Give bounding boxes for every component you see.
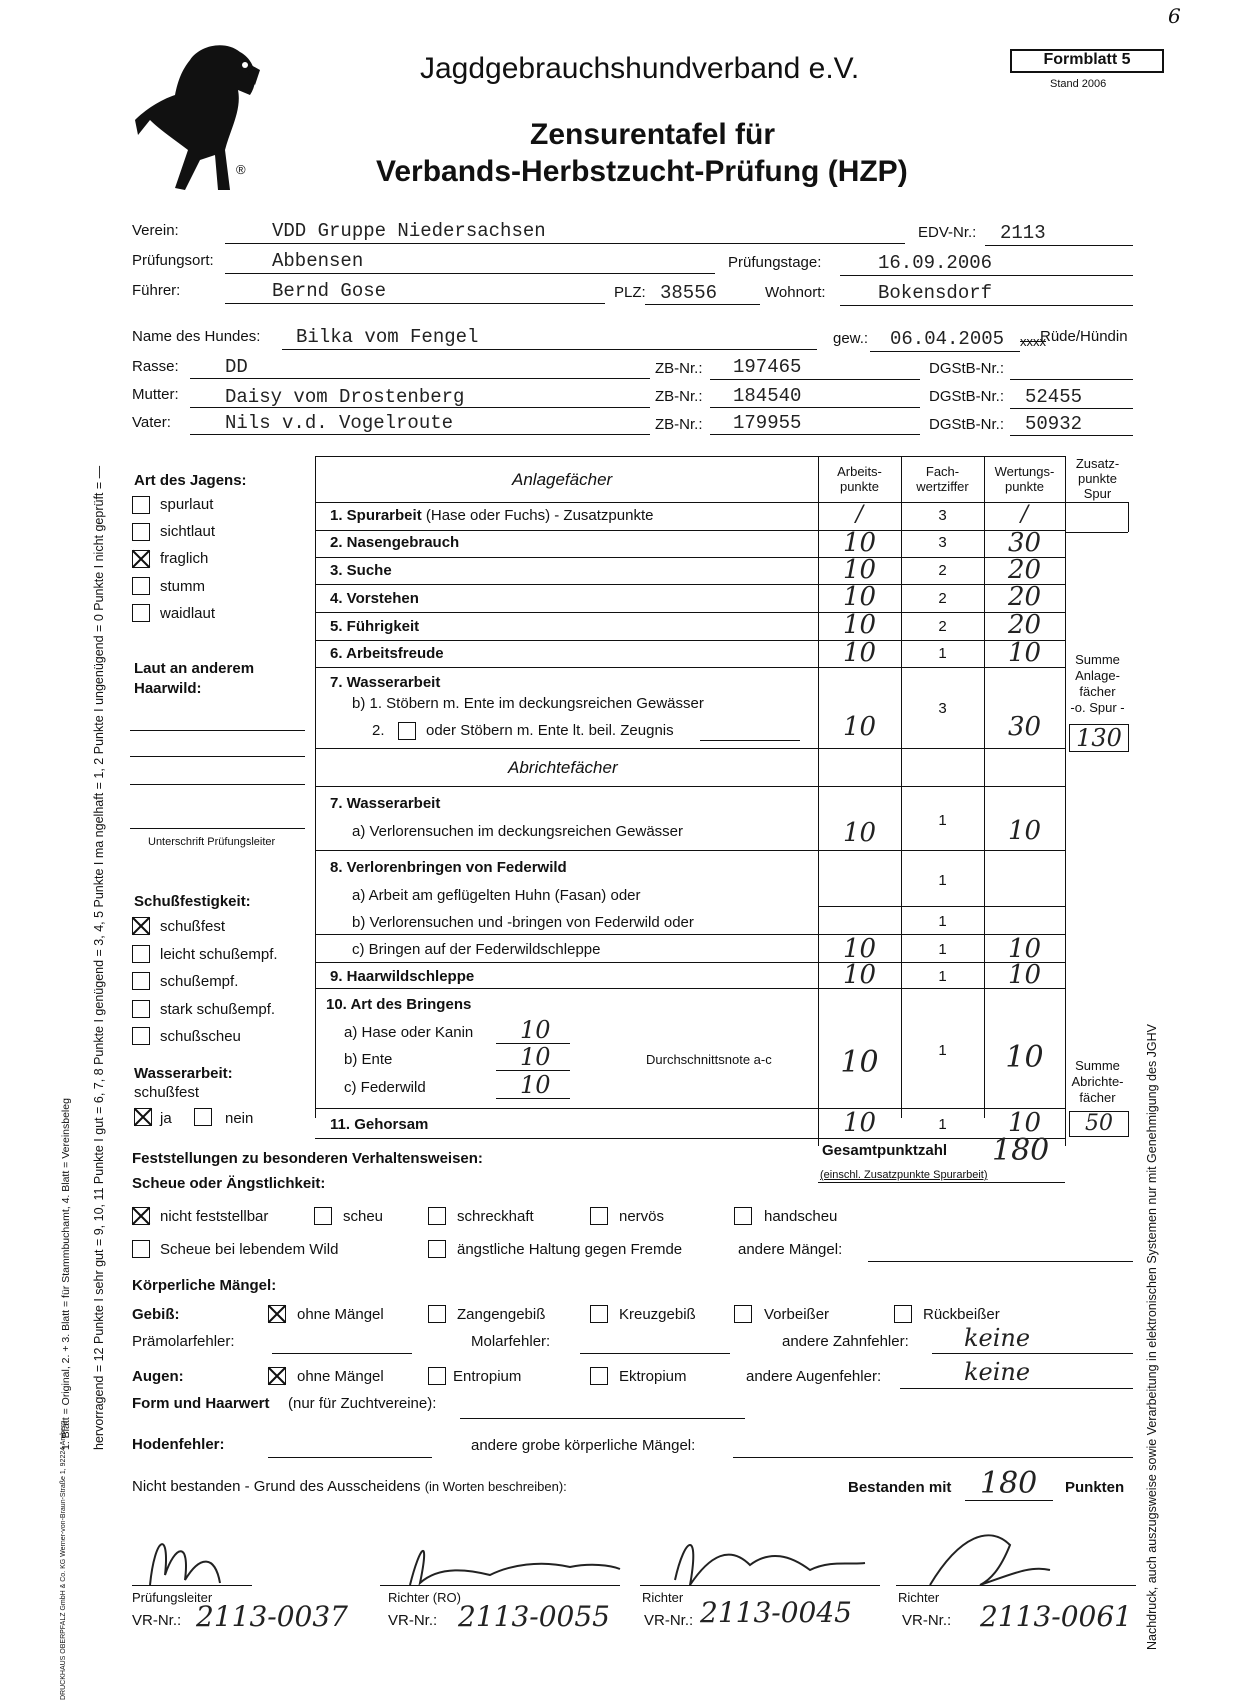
augen-ohne-checkbox[interactable]	[268, 1367, 286, 1385]
laut-title-1: Laut an anderem	[134, 660, 255, 677]
scheu-label: scheu	[343, 1208, 384, 1225]
punkten-label: Punkten	[1065, 1479, 1125, 1496]
schuss-title: Schußfestigkeit:	[134, 893, 251, 910]
row-art-des-bringens: 10. Art des Bringens	[326, 996, 472, 1013]
wasser-b2-checkbox[interactable]	[398, 722, 416, 740]
fw-a8-b: 1	[938, 913, 947, 930]
side-copyright: Nachdruck, auch auszugsweise sowie Verarbeitung in elektronischen Systemen nur mit Genehmigung des JGHV	[1145, 1023, 1159, 1650]
row-suche: 3. Suche	[330, 562, 392, 579]
ap-a9: 10	[842, 960, 877, 990]
wp-a11: 10	[1007, 1108, 1042, 1138]
zangen-checkbox[interactable]	[428, 1305, 446, 1323]
wasser-nein-label: nein	[225, 1110, 254, 1127]
schuss-checkbox-empf[interactable]	[132, 972, 150, 990]
row-arbeitsfreude: 6. Arbeitsfreude	[330, 645, 444, 662]
wp-spurarbeit: /	[1020, 502, 1029, 527]
sig-vr-3: 2113-0045	[700, 1596, 852, 1629]
wasser-ja-label: ja	[160, 1110, 172, 1127]
jagen-option-stumm: stumm	[160, 578, 205, 595]
wild-label: Scheue bei lebendem Wild	[160, 1241, 339, 1258]
zb-value-vater: 179955	[733, 412, 802, 434]
wohnort-value: Bokensdorf	[878, 282, 993, 304]
scheu-checkbox[interactable]	[314, 1207, 332, 1225]
gesamt-label: Gesamtpunktzahl	[822, 1142, 948, 1159]
row-haarwildschleppe: 9. Haarwildschleppe	[330, 968, 475, 985]
form-label: Form und Haarwert	[132, 1395, 270, 1412]
wasser-b1: b) 1. Stöbern m. Ente im deckungsreichen Gewässer	[352, 695, 704, 712]
wasser-sub: schußfest	[134, 1084, 200, 1101]
nicht-bestanden-label: Nicht bestanden - Grund des Ausscheidens (in Worten beschreiben):	[132, 1478, 567, 1495]
plz-label: PLZ:	[614, 284, 646, 301]
row-vorstehen: 4. Vorstehen	[330, 590, 419, 607]
nicht-feststellbar-checkbox[interactable]	[132, 1207, 150, 1225]
koerper-title: Körperliche Mängel:	[132, 1277, 277, 1294]
hund-label: Name des Hundes:	[132, 328, 261, 345]
grobe-label: andere grobe körperliche Mängel:	[471, 1437, 696, 1454]
wp-a10: 10	[1005, 1040, 1044, 1075]
page-number: 6	[1168, 4, 1181, 28]
ap-suche: 10	[842, 555, 877, 585]
rude-label: Rüde/Hündin	[1040, 328, 1128, 345]
gebiss-ohne-checkbox[interactable]	[268, 1305, 286, 1323]
wp-vorstehen: 20	[1007, 582, 1042, 612]
gesamt-sub: (einschl. Zusatzpunkte Spurarbeit)	[820, 1169, 988, 1181]
andere-augen-label: andere Augenfehler:	[746, 1368, 882, 1385]
zusatz-header: Zusatz- punkte Spur	[1075, 456, 1120, 501]
jagen-title: Art des Jagens:	[134, 472, 247, 489]
arbeit-header: Arbeits- punkte	[837, 464, 882, 494]
rasse-label: Rasse:	[132, 358, 179, 375]
jagen-checkbox-spurlaut[interactable]	[132, 496, 150, 514]
zb-value-mutter: 184540	[733, 385, 802, 407]
fw-nasengebrauch: 3	[938, 534, 947, 551]
haltung-label: ängstliche Haltung gegen Fremde	[457, 1241, 683, 1258]
summe-abricht-value: 50	[1069, 1111, 1129, 1137]
vater-label: Vater:	[132, 414, 171, 431]
handscheu-checkbox[interactable]	[734, 1207, 752, 1225]
ap-a8-c: 10	[842, 934, 877, 964]
fw-wasser-anlage: 3	[938, 700, 947, 717]
vorbeisser-checkbox[interactable]	[734, 1305, 752, 1323]
row-gehorsam: 11. Gehorsam	[330, 1116, 429, 1133]
andere-maengel-label: andere Mängel:	[738, 1241, 843, 1258]
rude-mark: xxxx	[1020, 334, 1046, 349]
wp-fuehrigkeit: 20	[1007, 610, 1042, 640]
fw-arbeitsfreude: 1	[938, 645, 947, 662]
row-spurarbeit: 1. Spurarbeit (Hase oder Fuchs) - Zusatzpunkte	[330, 507, 654, 524]
zb-label-vater: ZB-Nr.:	[655, 416, 703, 433]
schuss-option-scheu: schußscheu	[160, 1028, 241, 1045]
wp-a8-c: 10	[1007, 934, 1042, 964]
row-fuehrigkeit: 5. Führigkeit	[330, 618, 420, 635]
wohnort-label: Wohnort:	[765, 284, 826, 301]
dgstb-label-vater: DGStB-Nr.:	[929, 416, 1005, 433]
jagen-checkbox-fraglich[interactable]	[132, 550, 150, 568]
haltung-checkbox[interactable]	[428, 1240, 446, 1258]
wasser-title: Wasserarbeit:	[134, 1065, 233, 1082]
sig-vr-label-4: VR-Nr.:	[902, 1612, 952, 1629]
a10-b-label: b) Ente	[344, 1051, 393, 1068]
org-name: Jagdgebrauchshundverband e.V.	[420, 52, 860, 85]
ektropium-checkbox[interactable]	[590, 1367, 608, 1385]
sig-vr-label-3: VR-Nr.:	[644, 1612, 694, 1629]
fw-fuehrigkeit: 2	[938, 618, 947, 635]
fw-a10: 1	[938, 1042, 947, 1059]
sig-vr-label-1: VR-Nr.:	[132, 1612, 182, 1629]
row-wasserarbeit-anlage: 7. Wasserarbeit	[330, 674, 441, 691]
jagen-checkbox-stumm[interactable]	[132, 577, 150, 595]
gebiss-ohne-label: ohne Mängel	[297, 1306, 384, 1323]
jagen-option-fraglich: fraglich	[160, 550, 209, 567]
abricht-header: Abrichtefächer	[508, 758, 618, 777]
summe-abricht-label: Summe Abrichte- fächer	[1071, 1058, 1124, 1105]
sig-vr-2: 2113-0055	[458, 1600, 610, 1633]
zb-value-hund: 197465	[733, 356, 802, 378]
rasse-value: DD	[225, 356, 248, 378]
sig-vr-label-2: VR-Nr.:	[388, 1612, 438, 1629]
a10-b-value: 10	[520, 1043, 551, 1071]
a7-sub: a) Verlorensuchen im deckungsreichen Gewässer	[352, 823, 684, 840]
schuss-option-schussfest: schußfest	[160, 918, 226, 935]
gebiss-label: Gebiß:	[132, 1306, 180, 1323]
side-grading-scale: hervorragend = 12 Punkte I sehr gut = 9, 10, 11 Punkte I gut = 6, 7, 8 Punkte I genügend = 3, 4, 5 Punkte I ma ngelhaft = 1, 2 Punkte I ungenügend = 0 Punkte I nicht geprüft = —	[92, 465, 106, 1450]
ap-a7: 10	[842, 818, 877, 848]
jagen-option-spurlaut: spurlaut	[160, 496, 214, 513]
mutter-label: Mutter:	[132, 386, 179, 403]
plz-value: 38556	[660, 282, 718, 304]
schuss-checkbox-schussfest[interactable]	[132, 917, 150, 935]
laut-title-2: Haarwild:	[134, 680, 202, 697]
jagen-checkbox-waidlaut[interactable]	[132, 604, 150, 622]
ap-fuehrigkeit: 10	[842, 610, 877, 640]
edv-value: 2113	[1000, 222, 1046, 244]
row-verlorenbringen: 8. Verlorenbringen von Federwild	[330, 859, 567, 876]
mutter-value: Daisy vom Drostenberg	[225, 386, 465, 408]
wasser-b2: oder Stöbern m. Ente lt. beil. Zeugnis	[426, 722, 674, 739]
verein-value: VDD Gruppe Niedersachsen	[272, 220, 546, 242]
a10-note: Durchschnittsnote a-c	[646, 1052, 772, 1067]
registered-mark: ®	[236, 162, 246, 177]
molar-label: Molarfehler:	[471, 1333, 551, 1350]
stand-label: Stand 2006	[1050, 78, 1107, 90]
sig-role-4: Richter	[898, 1590, 940, 1605]
ap-spurarbeit: /	[855, 502, 864, 527]
side-printer: DRUCKHAUS OBERPFALZ GmbH & Co. KG Werner-von-Braun-Straße 1, 92224 Amberg	[60, 1420, 67, 1700]
ap-nasengebrauch: 10	[842, 528, 877, 558]
fw-a11: 1	[938, 1116, 947, 1133]
dgstb-label-hund: DGStB-Nr.:	[929, 360, 1005, 377]
dgstb-value-vater: 50932	[1025, 413, 1083, 435]
ap-wasser-anlage: 10	[842, 712, 877, 742]
ap-a11: 10	[842, 1108, 877, 1138]
title-line-1: Zensurentafel für	[530, 118, 776, 151]
wasser-b2-num: 2.	[372, 722, 385, 739]
augen-ohne-label: ohne Mängel	[297, 1368, 384, 1385]
zb-label-hund: ZB-Nr.:	[655, 360, 703, 377]
vater-value: Nils v.d. Vogelroute	[225, 412, 454, 434]
ap-arbeitsfreude: 10	[842, 638, 877, 668]
schuss-option-empf: schußempf.	[160, 973, 239, 990]
fw-a9: 1	[938, 968, 947, 985]
sig-role-3: Richter	[642, 1590, 684, 1605]
kreuz-label: Kreuzgebiß	[619, 1306, 696, 1323]
form-sub: (nur für Zuchtvereine):	[288, 1395, 437, 1412]
schreckhaft-label: schreckhaft	[457, 1208, 534, 1225]
ort-label: Prüfungsort:	[132, 252, 214, 269]
fw-suche: 2	[938, 562, 947, 579]
signature-scribbles	[130, 1525, 1140, 1600]
rueck-checkbox[interactable]	[894, 1305, 912, 1323]
wp-a9: 10	[1007, 960, 1042, 990]
jagen-option-sichtlaut: sichtlaut	[160, 523, 216, 540]
zb-label-mutter: ZB-Nr.:	[655, 388, 703, 405]
schuss-option-stark: stark schußempf.	[160, 1001, 276, 1018]
side-distribution: 1. Blatt = Original, 2. + 3. Blatt = für Stammbuchamt, 4. Blatt = Vereinsbeleg	[60, 1098, 72, 1450]
zangen-label: Zangengebiß	[457, 1306, 546, 1323]
ort-value: Abbensen	[272, 250, 364, 272]
andere-augen-value: keine	[964, 1358, 1031, 1386]
fuehrer-label: Führer:	[132, 282, 181, 299]
unterschrift-label: Unterschrift Prüfungsleiter	[148, 836, 276, 848]
vorbeisser-label: Vorbeißer	[764, 1306, 830, 1323]
entropium-label: Entropium	[453, 1368, 522, 1385]
a10-c-value: 10	[520, 1071, 551, 1099]
schuss-checkbox-scheu[interactable]	[132, 1027, 150, 1045]
dgstb-value-mutter: 52455	[1025, 386, 1083, 408]
fuehrer-value: Bernd Gose	[272, 280, 387, 302]
gew-value: 06.04.2005	[890, 328, 1005, 350]
bestanden-label: Bestanden mit	[848, 1479, 952, 1496]
hund-value: Bilka vom Fengel	[296, 326, 479, 348]
scheue-title: Scheue oder Ängstlichkeit:	[132, 1175, 326, 1192]
row-wasserarbeit-abricht: 7. Wasserarbeit	[330, 795, 441, 812]
sig-vr-1: 2113-0037	[196, 1600, 348, 1633]
anlage-header: Anlagefächer	[512, 470, 613, 489]
jagen-checkbox-sichtlaut[interactable]	[132, 523, 150, 541]
nicht-feststellbar-label: nicht feststellbar	[160, 1208, 269, 1225]
bestanden-value: 180	[980, 1466, 1038, 1501]
fw-a8-c: 1	[938, 941, 947, 958]
schuss-option-leicht: leicht schußempf.	[160, 946, 278, 963]
wp-a7: 10	[1007, 816, 1042, 846]
schreckhaft-checkbox[interactable]	[428, 1207, 446, 1225]
a10-a-label: a) Hase oder Kanin	[344, 1024, 474, 1041]
nervoes-label: nervös	[619, 1208, 665, 1225]
jagen-option-waidlaut: waidlaut	[160, 605, 216, 622]
dgstb-label-mutter: DGStB-Nr.:	[929, 388, 1005, 405]
verein-label: Verein:	[132, 222, 179, 239]
fw-vorstehen: 2	[938, 590, 947, 607]
a8-b: b) Verlorensuchen und -bringen von Federwild oder	[352, 914, 694, 931]
verhalten-title: Feststellungen zu besonderen Verhaltensweisen:	[132, 1150, 483, 1167]
edv-label: EDV-Nr.:	[918, 224, 977, 241]
a8-c: c) Bringen auf der Federwildschleppe	[352, 941, 601, 958]
summe-anlage-label: Summe Anlage- fächer -o. Spur -	[1070, 652, 1125, 715]
handscheu-label: handscheu	[764, 1208, 838, 1225]
wp-suche: 20	[1007, 555, 1042, 585]
fach-header: Fach- wertziffer	[916, 464, 969, 494]
summe-anlage-value: 130	[1069, 724, 1129, 752]
sig-role-2: Richter (RO)	[388, 1590, 461, 1605]
formblatt-box: Formblatt 5	[1010, 49, 1164, 73]
wild-checkbox[interactable]	[132, 1240, 150, 1258]
wp-arbeitsfreude: 10	[1007, 638, 1042, 668]
kreuz-checkbox[interactable]	[590, 1305, 608, 1323]
rueck-label: Rückbeißer	[923, 1306, 1000, 1323]
wert-header: Wertungs- punkte	[994, 464, 1055, 494]
a10-a-value: 10	[520, 1016, 551, 1044]
augen-label: Augen:	[132, 1368, 184, 1385]
jghv-logo	[130, 40, 275, 200]
wp-wasser-anlage: 30	[1007, 712, 1042, 742]
row-nasengebrauch: 2. Nasengebrauch	[330, 534, 460, 551]
sig-role-1: Prüfungsleiter	[132, 1590, 213, 1605]
schuss-checkbox-stark[interactable]	[132, 1000, 150, 1018]
ap-a10: 10	[840, 1045, 879, 1080]
nervoes-checkbox[interactable]	[590, 1207, 608, 1225]
title-line-2: Verbands-Herbstzucht-Prüfung (HZP)	[376, 155, 908, 188]
tage-value: 16.09.2006	[878, 252, 993, 274]
hoden-label: Hodenfehler:	[132, 1436, 225, 1453]
fw-a7: 1	[938, 812, 947, 829]
andere-zahn-label: andere Zahnfehler:	[782, 1333, 909, 1350]
wasser-ja-checkbox[interactable]	[134, 1108, 152, 1126]
schuss-checkbox-leicht[interactable]	[132, 945, 150, 963]
wasser-nein-checkbox[interactable]	[194, 1108, 212, 1126]
tage-label: Prüfungstage:	[728, 254, 822, 271]
wp-nasengebrauch: 30	[1007, 528, 1042, 558]
gew-label: gew.:	[833, 330, 869, 347]
sig-vr-4: 2113-0061	[980, 1600, 1132, 1633]
entropium-checkbox[interactable]	[428, 1367, 446, 1385]
fw-a8-a: 1	[938, 872, 947, 889]
andere-zahn-value: keine	[964, 1324, 1031, 1352]
praemolar-label: Prämolarfehler:	[132, 1333, 235, 1350]
a8-a: a) Arbeit am geflügelten Huhn (Fasan) oder	[352, 887, 641, 904]
ektropium-label: Ektropium	[619, 1368, 687, 1385]
a10-c-label: c) Federwild	[344, 1079, 426, 1096]
fw-spurarbeit: 3	[938, 507, 947, 524]
gesamt-value: 180	[992, 1133, 1050, 1168]
ap-vorstehen: 10	[842, 582, 877, 612]
